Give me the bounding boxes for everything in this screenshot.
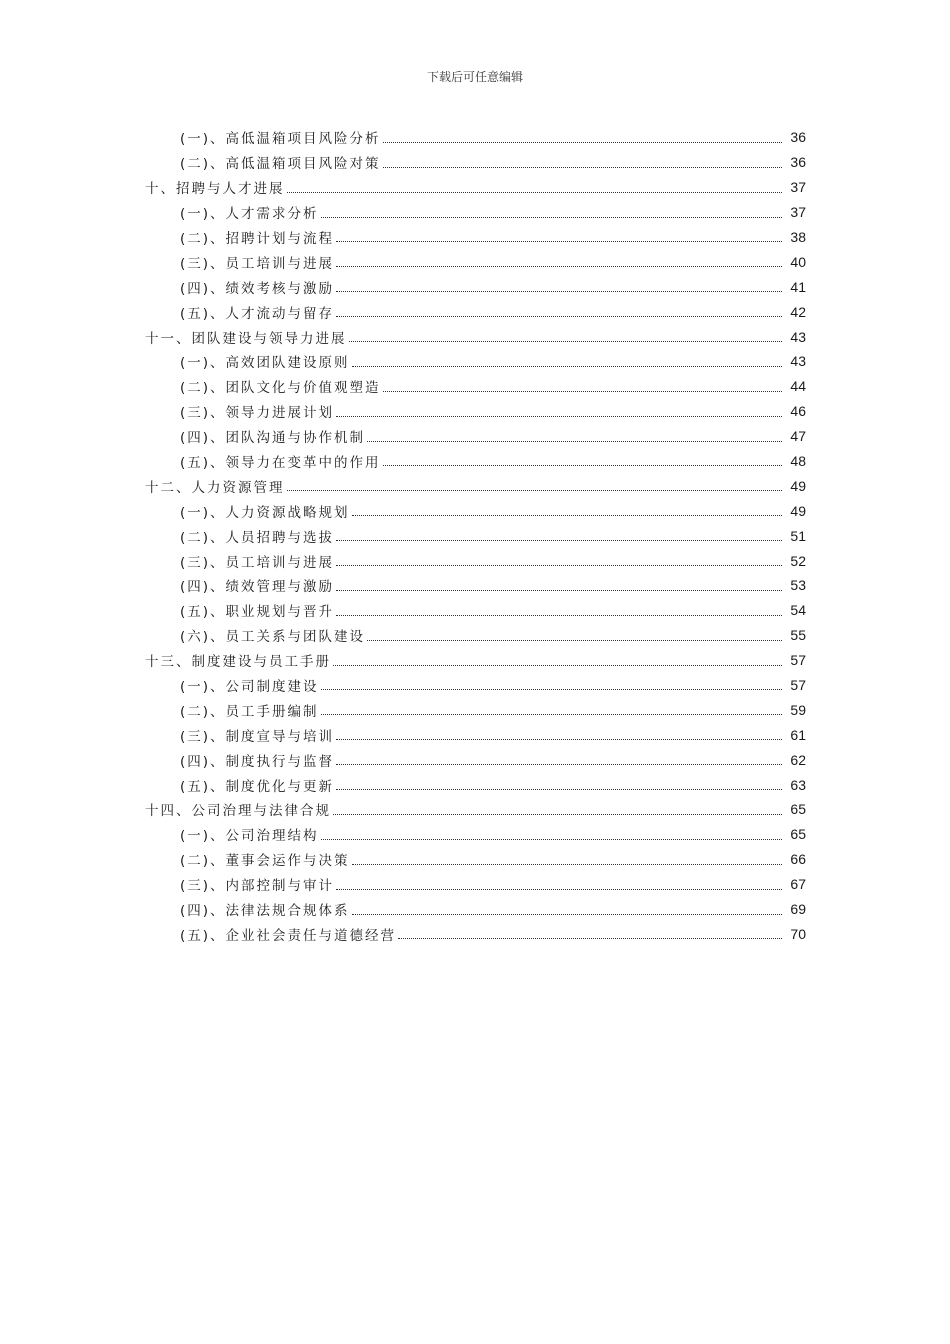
toc-entry-page-number: 70 bbox=[790, 925, 806, 942]
toc-entry-page-number: 53 bbox=[790, 577, 806, 594]
toc-section-entry[interactable] bbox=[0, 449, 950, 474]
toc-entry-page-number: 40 bbox=[790, 253, 806, 270]
toc-entry-title: (二)、招聘计划与流程 bbox=[180, 231, 335, 247]
toc-entry-page-number: 43 bbox=[790, 353, 806, 370]
toc-entry-title: (一)、公司治理结构 bbox=[180, 828, 319, 845]
toc-dot-leader bbox=[398, 937, 782, 939]
toc-section-entry[interactable] bbox=[0, 200, 950, 225]
toc-section-entry[interactable] bbox=[0, 623, 950, 648]
toc-entry-page-number: 62 bbox=[790, 751, 806, 768]
toc-section-entry[interactable] bbox=[0, 847, 950, 872]
toc-dot-leader bbox=[321, 216, 782, 218]
toc-section-entry[interactable] bbox=[0, 697, 950, 722]
toc-section-entry[interactable] bbox=[0, 424, 950, 449]
toc-entry-title: (一)、公司制度建设 bbox=[180, 679, 319, 696]
toc-section-entry[interactable] bbox=[0, 274, 950, 299]
toc-section-entry[interactable] bbox=[0, 150, 950, 175]
toc-section-entry[interactable] bbox=[0, 523, 950, 548]
toc-entry-title: (三)、员工培训与进展 bbox=[180, 554, 335, 571]
toc-entry-page-number: 41 bbox=[790, 278, 806, 295]
toc-entry-page-number: 54 bbox=[790, 602, 806, 619]
toc-entry-title: (五)、人才流动与留存 bbox=[180, 305, 335, 322]
toc-dot-leader bbox=[367, 639, 782, 641]
toc-section-entry[interactable] bbox=[0, 573, 950, 598]
toc-entry-title: (三)、制度宣导与培训 bbox=[180, 728, 335, 745]
toc-dot-leader bbox=[352, 863, 782, 865]
toc-entry-title: (四)、绩效管理与激励 bbox=[180, 579, 335, 596]
toc-section-entry[interactable] bbox=[0, 772, 950, 797]
toc-dot-leader bbox=[336, 614, 782, 616]
toc-entry-title: (一)、人才需求分析 bbox=[180, 206, 319, 223]
toc-dot-leader bbox=[383, 141, 782, 143]
toc-entry-title: 十三、制度建设与员工手册 bbox=[145, 654, 331, 671]
toc-dot-leader bbox=[367, 440, 782, 442]
toc-entry-page-number: 36 bbox=[790, 129, 806, 146]
toc-entry-page-number: 61 bbox=[790, 726, 806, 743]
toc-entry-page-number: 65 bbox=[790, 826, 806, 843]
toc-entry-title: (四)、法律法规合规体系 bbox=[180, 903, 350, 920]
toc-section-entry[interactable] bbox=[0, 897, 950, 922]
toc-chapter-entry[interactable] bbox=[0, 175, 950, 200]
toc-section-entry[interactable] bbox=[0, 872, 950, 897]
toc-entry-page-number: 48 bbox=[790, 453, 806, 470]
toc-dot-leader bbox=[383, 464, 782, 466]
toc-dot-leader bbox=[336, 763, 782, 765]
toc-entry-title: (五)、职业规划与晋升 bbox=[180, 604, 335, 621]
toc-entry-title: (五)、领导力在变革中的作用 bbox=[180, 455, 381, 472]
toc-section-entry[interactable] bbox=[0, 299, 950, 324]
page-header: 下载后可任意编辑 bbox=[426, 70, 523, 84]
toc-entry-title: (二)、人员招聘与选拔 bbox=[180, 529, 335, 546]
toc-entry-title: 十、招聘与人才进展 bbox=[145, 181, 285, 198]
toc-dot-leader bbox=[321, 713, 782, 715]
toc-section-entry[interactable] bbox=[0, 822, 950, 847]
toc-entry-page-number: 63 bbox=[790, 776, 806, 793]
table-of-contents bbox=[0, 125, 950, 946]
toc-entry-page-number: 55 bbox=[790, 627, 806, 644]
toc-entry-title: 十一、团队建设与领导力进展 bbox=[145, 330, 347, 347]
toc-dot-leader bbox=[321, 838, 782, 840]
toc-entry-title: (二)、团队文化与价值观塑造 bbox=[180, 380, 381, 397]
toc-chapter-entry[interactable] bbox=[0, 648, 950, 673]
toc-dot-leader bbox=[383, 166, 782, 168]
toc-entry-title: (一)、人力资源战略规划 bbox=[180, 504, 350, 521]
toc-dot-leader bbox=[352, 913, 782, 915]
toc-dot-leader bbox=[352, 365, 782, 367]
toc-entry-title: 十二、人力资源管理 bbox=[145, 479, 285, 496]
toc-section-entry[interactable] bbox=[0, 225, 950, 250]
toc-entry-page-number: 49 bbox=[790, 502, 806, 519]
toc-entry-page-number: 59 bbox=[790, 701, 806, 718]
toc-entry-page-number: 36 bbox=[790, 154, 806, 171]
toc-entry-title: (二)、高低温箱项目风险对策 bbox=[180, 156, 381, 173]
toc-entry-title: (二)、董事会运作与决策 bbox=[180, 853, 350, 870]
toc-entry-title: (六)、员工关系与团队建设 bbox=[180, 629, 366, 646]
toc-chapter-entry[interactable] bbox=[0, 473, 950, 498]
toc-entry-page-number: 65 bbox=[790, 801, 806, 818]
toc-entry-page-number: 43 bbox=[790, 328, 806, 345]
toc-entry-title: (五)、企业社会责任与道德经营 bbox=[180, 927, 397, 944]
toc-entry-page-number: 42 bbox=[790, 303, 806, 320]
toc-dot-leader bbox=[336, 265, 782, 267]
toc-entry-page-number: 69 bbox=[790, 901, 806, 918]
toc-entry-page-number: 44 bbox=[790, 378, 806, 395]
toc-entry-page-number: 46 bbox=[790, 403, 806, 420]
toc-dot-leader bbox=[352, 514, 782, 516]
toc-entry-title: (三)、内部控制与审计 bbox=[180, 878, 335, 895]
toc-dot-leader bbox=[336, 788, 782, 790]
toc-dot-leader bbox=[336, 290, 782, 292]
toc-dot-leader bbox=[336, 888, 782, 890]
toc-section-entry[interactable] bbox=[0, 374, 950, 399]
toc-entry-page-number: 37 bbox=[790, 204, 806, 221]
toc-entry-page-number: 52 bbox=[790, 552, 806, 569]
toc-section-entry[interactable] bbox=[0, 673, 950, 698]
toc-entry-page-number: 67 bbox=[790, 876, 806, 893]
toc-entry-title: (三)、员工培训与进展 bbox=[180, 255, 335, 272]
toc-dot-leader bbox=[349, 340, 783, 342]
toc-entry-title: (三)、领导力进展计划 bbox=[180, 405, 335, 422]
toc-dot-leader bbox=[333, 813, 782, 815]
toc-entry-title: (一)、高效团队建设原则 bbox=[180, 355, 350, 372]
toc-dot-leader bbox=[336, 564, 782, 566]
toc-entry-page-number: 51 bbox=[790, 527, 806, 544]
toc-section-entry[interactable] bbox=[0, 399, 950, 424]
toc-section-entry[interactable] bbox=[0, 349, 950, 374]
toc-section-entry[interactable] bbox=[0, 922, 950, 947]
toc-section-entry[interactable] bbox=[0, 722, 950, 747]
toc-dot-leader bbox=[336, 315, 782, 317]
toc-section-entry[interactable] bbox=[0, 249, 950, 274]
toc-dot-leader bbox=[336, 589, 782, 591]
toc-dot-leader bbox=[383, 390, 782, 392]
toc-dot-leader bbox=[333, 664, 782, 666]
toc-dot-leader bbox=[287, 191, 783, 193]
toc-entry-page-number: 47 bbox=[790, 428, 806, 445]
toc-dot-leader bbox=[336, 240, 782, 242]
toc-entry-title: (二)、员工手册编制 bbox=[180, 703, 319, 720]
toc-section-entry[interactable] bbox=[0, 598, 950, 623]
toc-entry-title: (四)、制度执行与监督 bbox=[180, 753, 335, 770]
toc-section-entry[interactable] bbox=[0, 125, 950, 150]
toc-dot-leader bbox=[336, 738, 782, 740]
toc-entry-page-number: 66 bbox=[790, 851, 806, 868]
toc-entry-title: (四)、绩效考核与激励 bbox=[180, 280, 335, 297]
toc-entry-page-number: 57 bbox=[790, 677, 806, 694]
toc-dot-leader bbox=[336, 539, 782, 541]
toc-section-entry[interactable] bbox=[0, 747, 950, 772]
toc-entry-page-number: 37 bbox=[790, 179, 806, 196]
toc-entry-title: 十四、公司治理与法律合规 bbox=[145, 803, 331, 820]
toc-chapter-entry[interactable] bbox=[0, 324, 950, 349]
toc-entry-title: (一)、高低温箱项目风险分析 bbox=[180, 131, 381, 148]
toc-dot-leader bbox=[287, 489, 783, 491]
toc-section-entry[interactable] bbox=[0, 498, 950, 523]
toc-entry-title: (四)、团队沟通与协作机制 bbox=[180, 430, 366, 447]
toc-entry-title: (五)、制度优化与更新 bbox=[180, 778, 335, 795]
toc-entry-page-number: 57 bbox=[790, 652, 806, 669]
toc-dot-leader bbox=[336, 415, 782, 417]
toc-entry-page-number: 38 bbox=[790, 229, 806, 245]
toc-section-entry[interactable] bbox=[0, 548, 950, 573]
toc-entry-page-number: 49 bbox=[790, 477, 806, 494]
toc-chapter-entry[interactable] bbox=[0, 797, 950, 822]
toc-dot-leader bbox=[321, 688, 782, 690]
